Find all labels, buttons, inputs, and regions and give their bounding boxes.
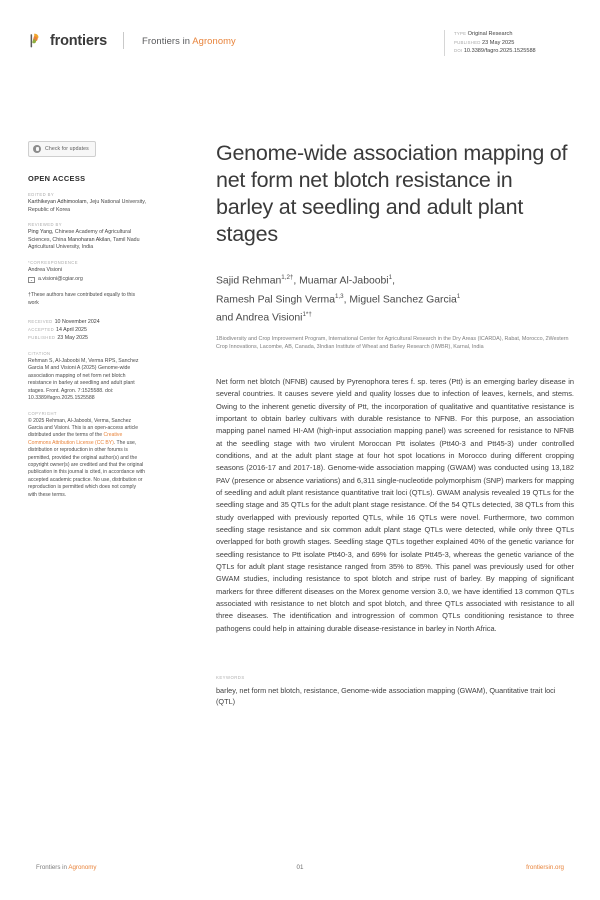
copyright-label: COPYRIGHT: [28, 410, 57, 416]
published-label: PUBLISHED: [454, 39, 481, 45]
footer-page-number: 01: [296, 863, 304, 871]
author-ramesh-pal-singh-verma[interactable]: Ramesh Pal Singh Verma: [216, 294, 335, 306]
correspondence-email[interactable]: a.visioni@cgiar.org: [38, 275, 83, 282]
accepted-value: 14 April 2025: [56, 327, 87, 334]
editor-affiliation: Jeju National University, Republic of Korea: [28, 199, 146, 213]
article-type-value: Original Research: [467, 31, 513, 37]
equal-contribution-note: †These authors have contributed equally to this work: [28, 292, 136, 306]
author-sup-4: 1: [456, 292, 461, 300]
footer-journal: Frontiers in Agronomy: [36, 863, 97, 871]
reviewer-block: [28, 229, 146, 252]
crossmark-icon: [33, 145, 41, 153]
author-miguel-sanchez-garcia[interactable]: , Miguel Sanchez Garcia: [343, 294, 457, 306]
correspondence-name: Andrea Visioni: [28, 266, 63, 273]
envelope-icon: [28, 277, 35, 283]
reviewer-1-affiliation: Chinese Academy of Agricultural Sciences, China: [28, 229, 132, 243]
citation-label: CITATION: [28, 350, 51, 356]
published-value: 23 May 2025: [482, 39, 515, 46]
reviewer-2-affiliation: Tamil Nadu Agricultural University, India: [28, 236, 140, 251]
check-for-updates-label: Check for updates: [45, 146, 89, 152]
received-label: RECEIVED: [28, 318, 53, 324]
keywords-label: KEYWORDS: [216, 675, 245, 681]
brand-divider: [123, 32, 124, 49]
editor-block: [28, 199, 146, 214]
author-andrea-visioni[interactable]: and Andrea Visioni: [216, 312, 303, 324]
correspondence-label: *CORRESPONDENCE: [28, 259, 79, 265]
author-comma-1: ,: [392, 275, 395, 287]
copyright-part-1: © 2025 Rehman, Al-Jaboobi, Verma, Sanchez Garcia and Visioni. This is an open-access article distributed under the terms of the: [28, 417, 139, 439]
page-title: Genome-wide association mapping of net form net blotch resistance in barley at seedling and adult plant stages: [216, 141, 568, 246]
frontiers-logo-icon: [28, 33, 41, 48]
journal-name: Frontiers in Agronomy: [142, 35, 236, 46]
article-type-label: TYPE: [454, 31, 467, 36]
check-for-updates-badge[interactable]: [28, 141, 96, 157]
reviewer-1-name: Ping Yang,: [28, 229, 54, 236]
footer-website-link[interactable]: frontiersin.org: [526, 863, 564, 871]
citation-text: Rehman S, Al-Jaboobi M, Verma RPS, Sanchez Garcia M and Visioni A (2025) Genome-wide association mapping of net form net blotch resistance in barley at seedling and adult plant stages. Front. Agron. 7:1525588. doi: 10.3389/fagro.2025.1525588: [28, 357, 139, 402]
frontiers-wordmark: frontiers: [50, 32, 108, 49]
reviewer-2-name: Manoharan Akilan,: [67, 236, 112, 243]
author-muamar-al-jaboobi[interactable]: , Muamar Al-Jaboobi: [293, 275, 389, 287]
author-sup-2: 1: [388, 274, 393, 281]
received-value: 10 November 2024: [54, 318, 100, 325]
published-row-sidebar: [28, 334, 146, 342]
doi-label: DOI: [454, 48, 463, 54]
abstract-text: Net form net blotch (NFNB) caused by Pyrenophora teres f. sp. teres (Ptt) is an emerging barley disease in several countries. It causes severe yield and quality losses due to infection of leaves, kernels, and stems. Owing to the inherent genetic diversity of Ptt, the incorporation of qualitative and quantitative resistance is important to obtain barley cultivars with durable resistance to NFNB. For this purpose, an association mapping panel named HI-AM (high-input association mapping panel) was screened for resistance to NFNB at the seedling stage with two virulent Moroccan Ptt isolates (Ptt40-3 and Ptt45-3) under controlled conditions, and at the adult plant stage at four hot spot locations in Morocco during different cropping seasons (2016-17 and 2017-18). Genome-wide association mapping (GWAM) was conducted using 13,182 PAV (presence or absence variations) and 6,311 single-nucleotide polymorphism (SNP) markers for mapping of seedling and adult plant resistance quantitative trait loci (QTLs). GWAM analysis revealed 19 QTLs for the seedling stage and 35 QTLs for the adult plant stage resistance. Of the 54 QTLs detected, 38 QTLs from this study overlapped with previously reported QTLs, while 16 QTLs were novel. Furthermore, two common seedling stage resistance and six common adult plant stage QTLs were detected, while only three QTLs overlapped for both growth stages. Seedling stage QTLs together explained 40% of the genetic variance for seedling resistance to Ptt isolate Ptt40-3, and 69% for isolate Ptt45-3, whereas the genetic variance of the QTLs for adult plant stage resistance ranged from 35% to 85%. This panel was previously used for other GWAM studies, including resistance to spot blotch and stripe rust of barley. By mapping of significant markers for three different diseases on the Morex genome version 3.0, we have identified 13 common QTLs associated with resistance to net blotch and spot blotch, and three QTLs associated with resistance to all three diseases. The identification and introgression of common QTLs conditioning resistance to three pathogens could help in attaining durable disease-resistance in barley in North Africa.: [216, 376, 574, 633]
author-list: [216, 270, 574, 326]
open-access-heading: OPEN ACCESS: [28, 174, 86, 183]
keywords-text: barley, net form net blotch, resistance, Genome-wide association mapping (GWAM), Quantitative trait loci (QTL): [216, 686, 556, 707]
correspondence-email-row[interactable]: [28, 276, 146, 284]
article-main: [216, 140, 574, 708]
article-metadata: [444, 30, 576, 56]
edited-by-label: EDITED BY: [28, 192, 55, 197]
published-label-sidebar: PUBLISHED: [28, 335, 56, 341]
accepted-row: [28, 326, 146, 334]
article-type-row: [454, 30, 576, 39]
doi-row: [454, 47, 576, 56]
accepted-label: ACCEPTED: [28, 327, 55, 333]
author-sup-5: 1*†: [302, 311, 312, 319]
doi-value[interactable]: 10.3389/fagro.2025.1525588: [463, 48, 536, 55]
author-sup-1: 1,2†: [281, 274, 294, 281]
frontiers-branding: [28, 32, 236, 49]
article-dates: [28, 318, 146, 343]
page-header: [0, 0, 600, 78]
article-sidebar: [28, 140, 146, 499]
affiliations: 1Biodiversity and Crop Improvement Program, International Center for Agricultural Research in the Dry Areas (ICARDA), Rabat, Morocco, 2Western Crop Innovations, Lacombe, AB, Canada, 3Indian Institute of Wheat and Barley Research (IIWBR), Karnal, India: [216, 336, 569, 351]
author-sajid-rehman[interactable]: Sajid Rehman: [216, 275, 282, 287]
copyright-text: [28, 418, 146, 499]
creative-commons-link[interactable]: Creative Commons Attribution License (CC BY): [28, 432, 123, 446]
author-sup-3: 1,3: [334, 292, 344, 300]
copyright-part-2: . The use, distribution or reproduction in other forums is permitted, provided the original author(s) and the copyright owner(s) are credited and that the original publication in this journal is cited, in accordance with accepted academic practice. No use, distribution or reproduction is permitted which does not comply with these terms.: [28, 439, 145, 498]
reviewed-by-label: REVIEWED BY: [28, 222, 63, 228]
editor-name: Karthikeyan Adhimoolam,: [28, 199, 89, 205]
received-row: [28, 318, 146, 326]
published-value-sidebar: 23 May 2025: [57, 335, 88, 342]
published-row: [454, 39, 576, 48]
